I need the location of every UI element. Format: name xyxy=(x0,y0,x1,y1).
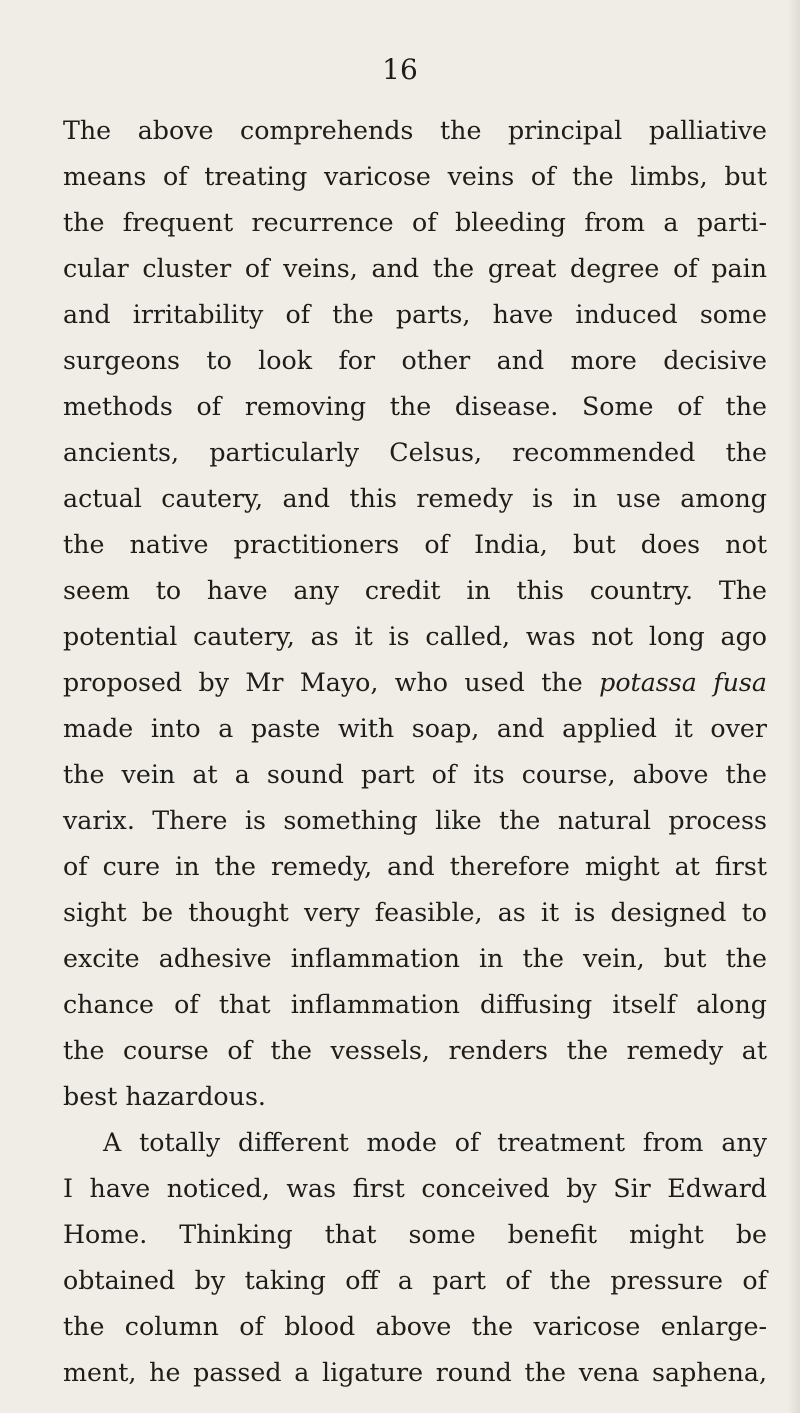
text-line: the vein at a sound part of its course, above the xyxy=(63,760,767,789)
text-fragment: proposed by Mr Mayo, who used the xyxy=(63,668,600,697)
italic-term: potassa fusa xyxy=(599,668,767,697)
text-line: excite adhesive inflammation in the vein, but the xyxy=(63,944,767,973)
text-line: varix. There is something like the natural process xyxy=(63,806,767,835)
text-line: made into a paste with soap, and applied it over xyxy=(63,714,767,743)
text-line: the course of the vessels, renders the remedy at xyxy=(63,1036,767,1065)
text-line: and irritability of the parts, have induced some xyxy=(63,300,767,329)
page-edge-shadow xyxy=(788,0,800,1413)
text-line: best hazardous. xyxy=(63,1082,266,1111)
text-line: Home. Thinking that some benefit might be xyxy=(63,1220,767,1249)
text-line: The above comprehends the principal palliative xyxy=(63,116,767,145)
text-line: means of treating varicose veins of the limbs, but xyxy=(63,162,767,191)
text-line: ancients, particularly Celsus, recommended the xyxy=(63,438,767,467)
text-line: I have noticed, was first conceived by Sir Edward xyxy=(63,1174,767,1203)
text-line: sight be thought very feasible, as it is designed to xyxy=(63,898,767,927)
text-line: surgeons to look for other and more decisive xyxy=(63,346,767,375)
text-line: cular cluster of veins, and the great degree of pain xyxy=(63,254,767,283)
text-line: chance of that inflammation diffusing itself along xyxy=(63,990,767,1019)
text-line: seem to have any credit in this country. The xyxy=(63,576,767,605)
page-number: 16 xyxy=(382,53,418,86)
text-line: of cure in the remedy, and therefore might at first xyxy=(63,852,767,881)
text-line-mixed xyxy=(63,660,767,706)
text-line: the frequent recurrence of bleeding from a parti- xyxy=(63,208,767,237)
text-line: A totally different mode of treatment from any xyxy=(103,1128,767,1157)
text-line: ment, he passed a ligature round the vena saphena, xyxy=(63,1358,767,1387)
text-line: potential cautery, as it is called, was not long ago xyxy=(63,622,767,651)
text-line: obtained by taking off a part of the pressure of xyxy=(63,1266,767,1295)
text-line: the column of blood above the varicose enlarge- xyxy=(63,1312,767,1341)
text-line: actual cautery, and this remedy is in use among xyxy=(63,484,767,513)
text-line: the native practitioners of India, but does not xyxy=(63,530,767,559)
text-line: methods of removing the disease. Some of the xyxy=(63,392,767,421)
